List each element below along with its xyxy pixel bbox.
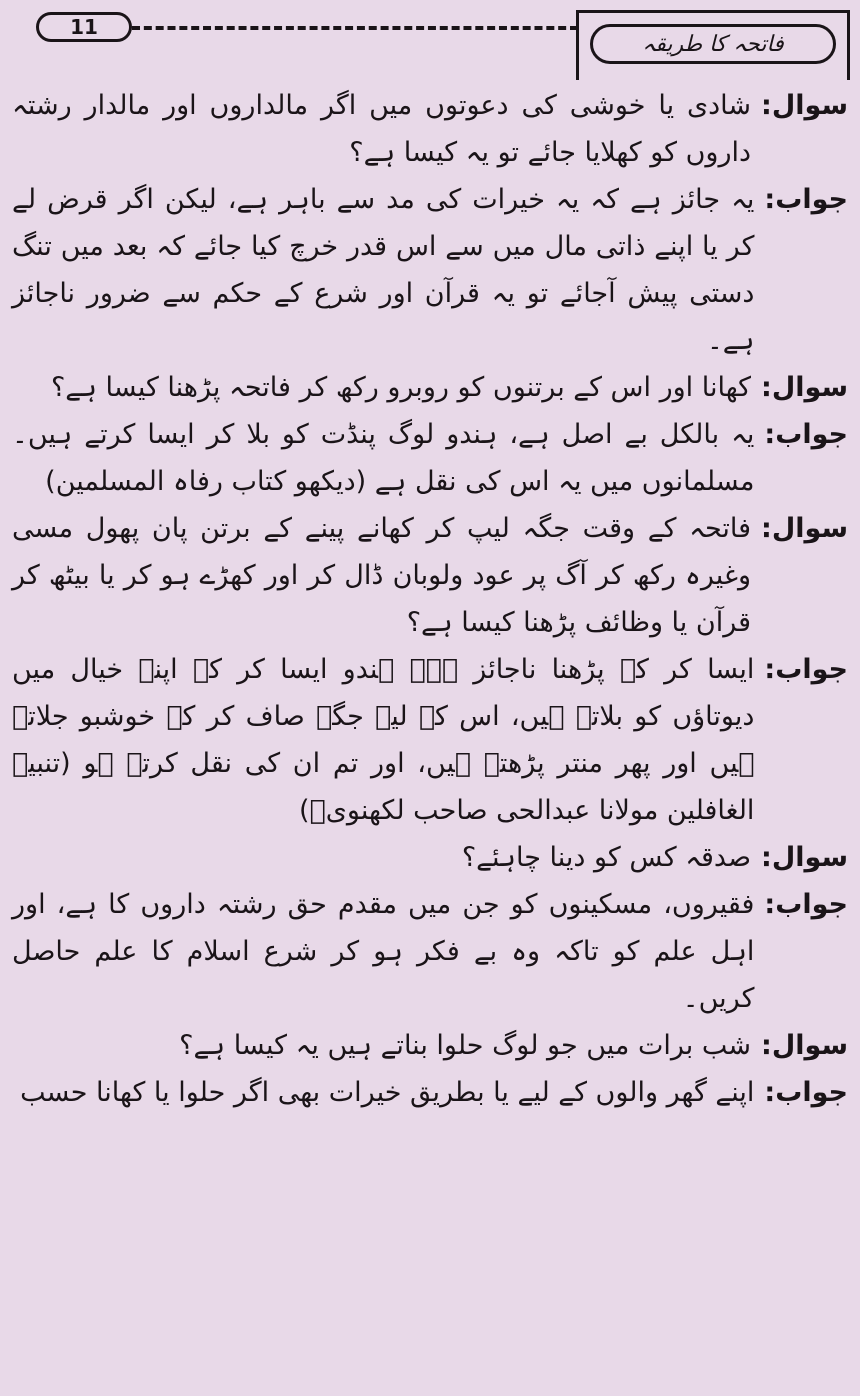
- qa-item-answer-2: [12, 411, 848, 505]
- answer-label: جواب:: [764, 654, 848, 685]
- qa-content: [12, 82, 848, 1116]
- answer-text: فقیروں، مسکینوں کو جن میں مقدم حق رشتہ داروں کا ہے، اور اہل علم کو تاکہ وہ بے فکر ہو کر شرع اسلام کا علم حاصل کریں۔: [12, 889, 755, 1014]
- qa-item-answer-3: [12, 646, 848, 834]
- answer-label: جواب:: [764, 1077, 848, 1108]
- qa-item-answer-1: [12, 176, 848, 364]
- qa-item-answer-5: [12, 1069, 848, 1116]
- qa-item-question-1: [12, 82, 848, 176]
- answer-text: یہ جائز ہے کہ یہ خیرات کی مد سے باہر ہے، لیکن اگر قرض لے کر یا اپنے ذاتی مال میں سے اس قدر خرچ کیا جائے کہ بعد میں تنگ دستی پیش آجائے تو یہ قرآن اور شرع کے حکم سے ضرور ناجائز ہے۔: [12, 184, 755, 356]
- question-text: صدقہ کس کو دینا چاہئے؟: [461, 842, 752, 873]
- question-text: کھانا اور اس کے برتنوں کو روبرو رکھ کر فاتحہ پڑھنا کیسا ہے؟: [50, 372, 752, 403]
- question-text: شادی یا خوشی کی دعوتوں میں اگر مالداروں اور مالدار رشتہ داروں کو کھلایا جائے تو یہ کیسا ہے؟: [12, 90, 752, 168]
- answer-text: یہ بالکل بے اصل ہے، ہندو لوگ پنڈت کو بلا کر ایسا کرتے ہیں۔ مسلمانوں میں یہ اس کی نقل ہے (دیکھو کتاب رفاہ المسلمین): [12, 419, 755, 497]
- qa-item-question-2: [12, 364, 848, 411]
- qa-item-question-3: [12, 505, 848, 646]
- qa-item-question-4: [12, 834, 848, 881]
- answer-label: جواب:: [764, 889, 848, 920]
- question-text: شب برات میں جو لوگ حلوا بناتے ہیں یہ کیسا ہے؟: [179, 1030, 752, 1061]
- question-text: فاتحہ کے وقت جگہ لیپ کر کھانے پینے کے برتن پان پھول مسی وغیرہ رکھ کر آگ پر عود ولوبان ڈال کر اور کھڑے ہو کر یا بیٹھ کر قرآن یا وظائف پڑھنا کیسا ہے؟: [12, 513, 752, 638]
- question-label: سوال:: [761, 90, 848, 121]
- question-label: سوال:: [761, 1030, 848, 1061]
- answer-label: جواب:: [764, 419, 848, 450]
- chapter-title: فاتحہ کا طریقہ: [590, 24, 836, 64]
- answer-label: جواب:: [764, 184, 848, 215]
- question-label: سوال:: [761, 372, 848, 403]
- page-header: [10, 6, 850, 80]
- question-label: سوال:: [761, 842, 848, 873]
- qa-item-answer-4: [12, 881, 848, 1022]
- answer-text: اپنے گھر والوں کے لیے یا بطریق خیرات بھی اگر حلوا یا کھانا حسب: [20, 1077, 755, 1108]
- header-dashed-rule: [132, 26, 578, 30]
- question-label: سوال:: [761, 513, 848, 544]
- qa-item-question-5: [12, 1022, 848, 1069]
- answer-text: ایسا کر کے پڑھنا ناجائز ہے۔ ہندو ایسا کر کے اپنے خیال میں دیوتاؤں کو بلاتے ہیں، اس کے لیے جگہ صاف کر کے خوشبو جلاتے ہیں اور پھر منتر پڑھتے ہیں، اور تم ان کی نقل کرتے ہو (تنبیہ الغافلین مولانا عبدالحی صاحب لکھنویؒ): [12, 654, 755, 826]
- page-number: 11: [36, 12, 132, 42]
